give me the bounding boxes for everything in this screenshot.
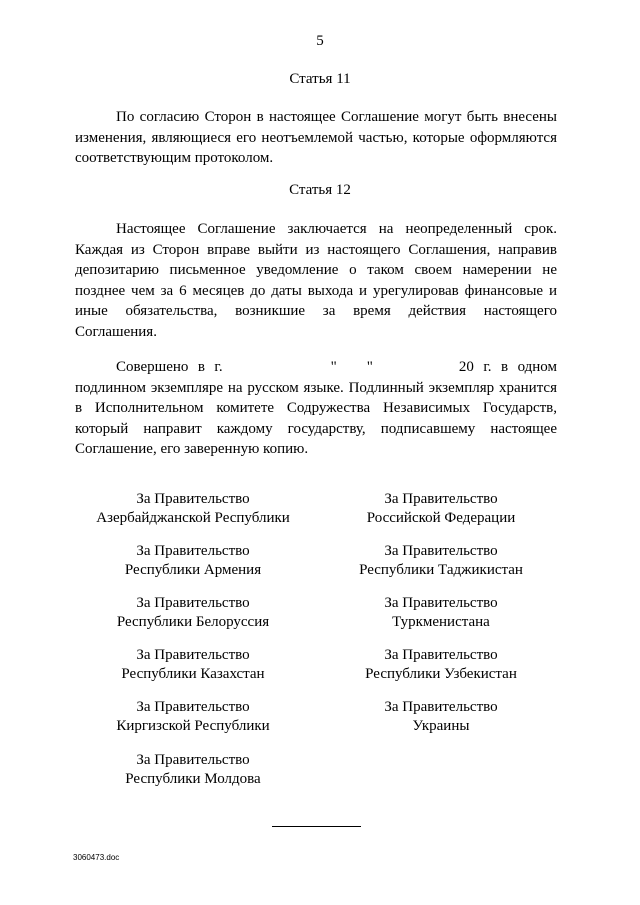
- signature-label: За Правительство: [384, 491, 498, 507]
- signature-russia: [311, 490, 571, 528]
- signature-label: За Правительство: [136, 699, 250, 715]
- signature-country: Российской Федерации: [366, 510, 516, 526]
- signature-azerbaijan: [63, 490, 323, 528]
- signature-country: Киргизской Республики: [116, 718, 270, 734]
- signature-label: За Правительство: [384, 543, 498, 559]
- signature-kyrgyzstan: [63, 698, 323, 736]
- signature-country: Азербайджанской Республики: [96, 510, 290, 526]
- signature-country: Республики Белоруссия: [116, 614, 270, 630]
- page-number: 5: [316, 33, 324, 49]
- signature-country: Республики Таджикистан: [359, 562, 523, 578]
- signature-moldova: [63, 751, 323, 789]
- signature-armenia: [63, 542, 323, 580]
- signature-tajikistan: [311, 542, 571, 580]
- signature-country: Украины: [412, 718, 470, 734]
- signature-label: За Правительство: [136, 647, 250, 663]
- done-at-year: 20 г. в одном: [458, 359, 557, 375]
- signature-label: За Правительство: [136, 595, 250, 611]
- done-at-prefix: Совершено в г.: [116, 359, 223, 375]
- signature-country: Республики Армения: [124, 562, 262, 578]
- date-quote-close: ": [366, 359, 373, 375]
- signature-belarus: [63, 594, 323, 632]
- signature-country: Туркменистана: [392, 614, 490, 630]
- signature-label: За Правительство: [384, 699, 498, 715]
- signature-label: За Правительство: [384, 595, 498, 611]
- article-11-text: По согласию Сторон в настоящее Соглашение могут быть внесены изменения, являющиеся его неотъемлемой частью, которые оформляются соответствующим протоколом.: [75, 109, 557, 166]
- article-11-heading: Статья 11: [289, 71, 351, 87]
- signature-label: За Правительство: [136, 491, 250, 507]
- article-12-heading: Статья 12: [289, 182, 351, 198]
- signature-label: За Правительство: [136, 543, 250, 559]
- signature-uzbekistan: [311, 646, 571, 684]
- done-at-rest: подлинном экземпляре на русском языке. Подлинный экземпляр хранится в Исполнительном комитете Содружества Независимых Государств, который направит каждому государству, подписавшему настоящее Соглашение, его заверенную копию.: [75, 379, 557, 457]
- signature-country: Республики Узбекистан: [365, 666, 517, 682]
- signature-kazakhstan: [63, 646, 323, 684]
- article-12-text: Настоящее Соглашение заключается на неопределенный срок. Каждая из Сторон вправе выйти из настоящего Соглашения, направив депозитарию письменное уведомление о таком своем намерении не позднее чем за 6 месяцев до даты выхода и урегулировав финансовые и иные обязательства, возникшие за время действия настоящего Соглашения.: [75, 221, 557, 340]
- date-quote-open: ": [330, 359, 337, 375]
- signature-country: Республики Казахстан: [121, 666, 265, 682]
- done-at-paragraph: [75, 357, 557, 460]
- signature-label: За Правительство: [384, 647, 498, 663]
- document-code: 3060473.doc: [73, 853, 120, 862]
- signature-turkmenistan: [311, 594, 571, 632]
- signature-country: Республики Молдова: [125, 771, 261, 787]
- signature-ukraine: [311, 698, 571, 736]
- end-divider: [272, 826, 361, 827]
- signature-label: За Правительство: [136, 752, 250, 768]
